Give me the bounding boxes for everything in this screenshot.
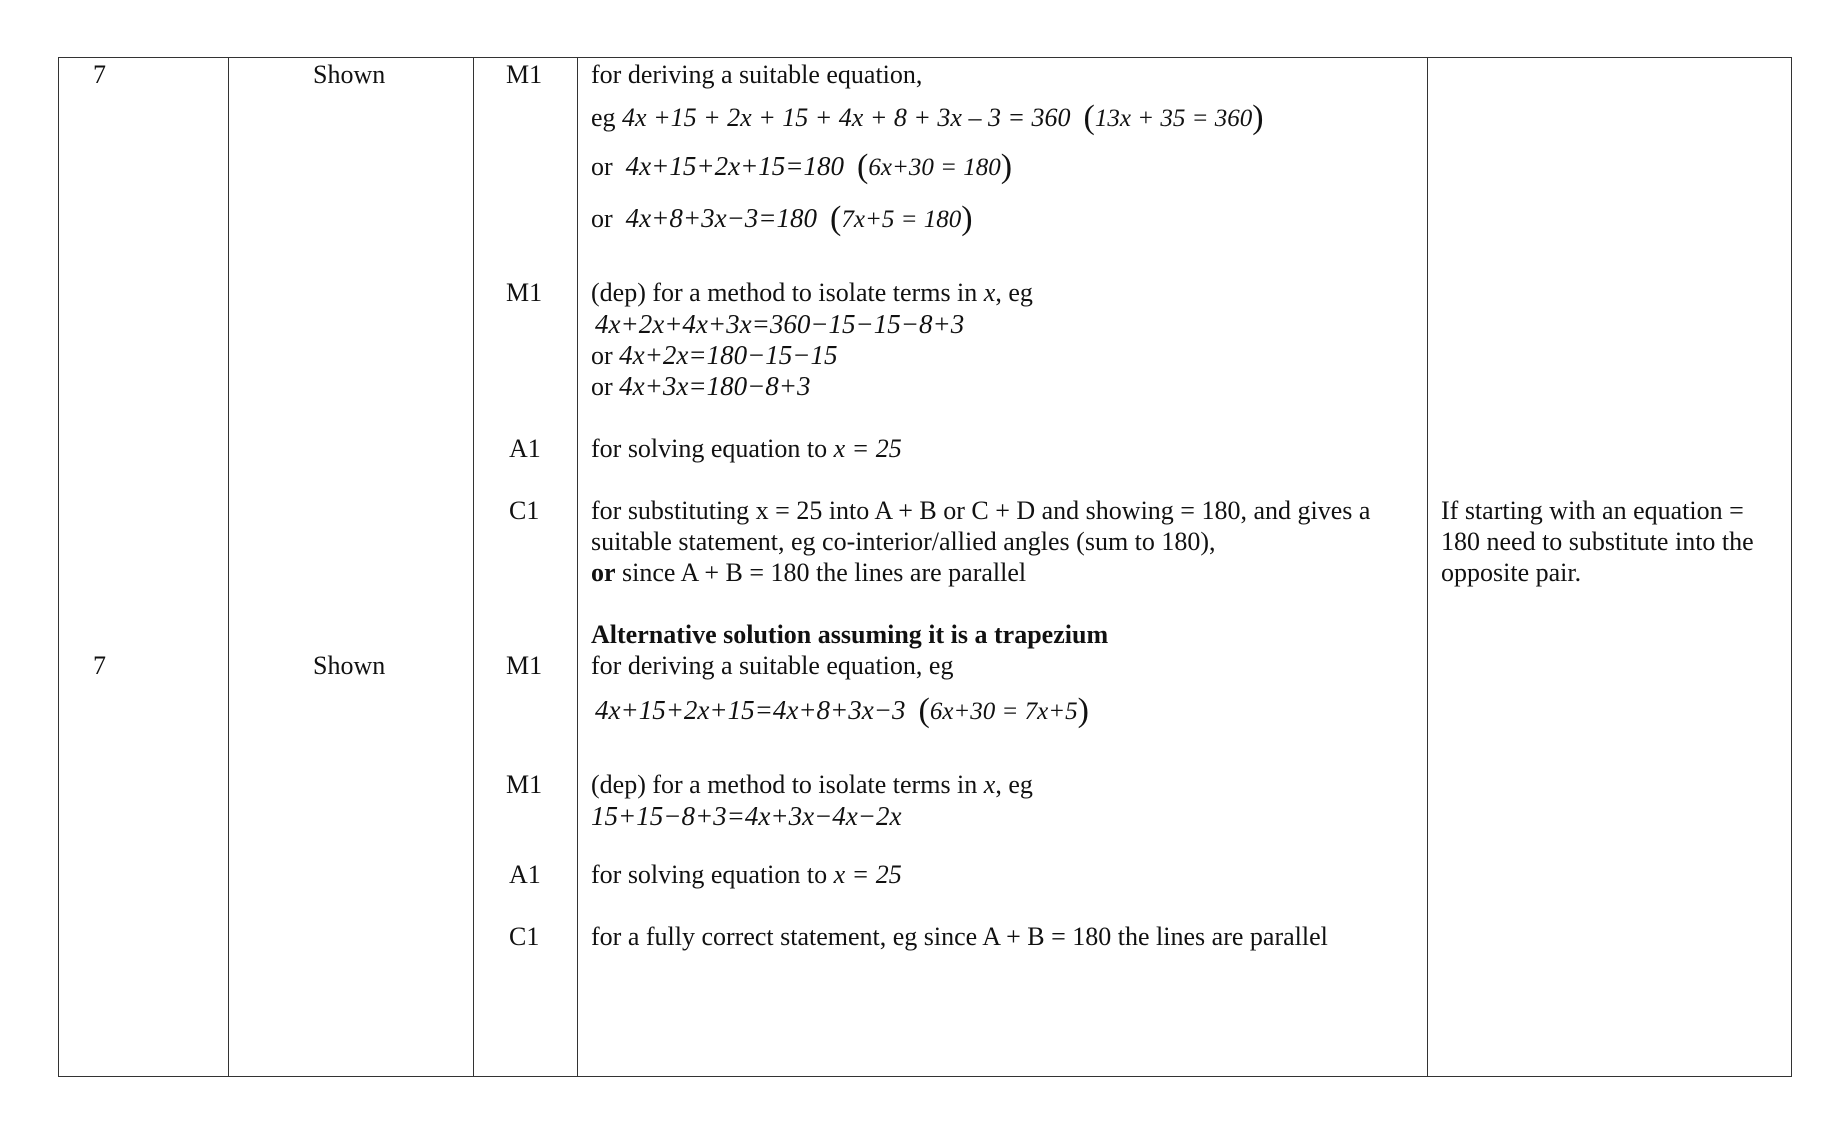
mark-code: M1 (506, 651, 543, 680)
comment-text: If starting with an equation = (1441, 496, 1744, 525)
mark-description: for a fully correct statement, eg since A + B = 180 the lines are parallel (591, 922, 1328, 951)
equation: x = 25 (833, 434, 902, 463)
equation-line: or 4x+8+3x−3=180 (7x+5 = 180) (591, 200, 973, 237)
answer-cell: Shown (313, 651, 386, 680)
equation-line (591, 371, 811, 402)
equation: 4x+2x+4x+3x=360−15−15−8+3 (595, 309, 965, 339)
mark-code: A1 (509, 860, 541, 889)
description-text: for solving equation to (591, 434, 828, 463)
mark-code: M1 (506, 278, 543, 307)
simplified-equation: 6x+30 = 180 (868, 154, 1001, 181)
description-text: , eg (995, 770, 1033, 799)
question-number: 7 (93, 651, 106, 680)
equation-line: eg 4x +15 + 2x + 15 + 4x + 8 + 3x – 3 = 360 (13x + 35 = 360) (591, 99, 1264, 136)
question-number: 7 (93, 60, 106, 89)
simplified-equation: 7x+5 = 180 (841, 206, 962, 233)
equation: 15+15−8+3=4x+3x−4x−2x (591, 801, 902, 831)
description-text: for solving equation to (591, 860, 828, 889)
section-heading: Alternative solution assuming it is a trapezium (591, 620, 1109, 649)
equation: 4x+15+2x+15=4x+8+3x−3 (595, 695, 906, 725)
equation-prefix: or (591, 372, 613, 401)
mark-description (591, 558, 1026, 588)
variable: x (983, 770, 996, 799)
mark-code: M1 (506, 770, 543, 799)
equation-prefix: or (591, 341, 613, 370)
equation-line: 4x+15+2x+15=4x+8+3x−3 (6x+30 = 7x+5) (595, 692, 1089, 729)
mark-description (591, 278, 1033, 308)
column-divider (228, 58, 229, 1076)
mark-code: A1 (509, 434, 541, 463)
simplified-equation: 13x + 35 = 360 (1094, 105, 1253, 132)
description-text: (dep) for a method to isolate terms in (591, 770, 984, 799)
column-divider (577, 58, 578, 1076)
emphasis-text: or (591, 558, 616, 587)
comment-text: opposite pair. (1441, 558, 1582, 587)
equation: 4x+3x=180−8+3 (619, 371, 811, 401)
mark-description: for deriving a suitable equation, eg (591, 651, 954, 680)
mark-description: suitable statement, eg co-interior/allied angles (sum to 180), (591, 527, 1216, 556)
description-text: (dep) for a method to isolate terms in (591, 278, 984, 307)
mark-description: for substituting x = 25 into A + B or C + D and showing = 180, and gives a (591, 496, 1371, 525)
column-divider (473, 58, 474, 1076)
equation-prefix: or (591, 152, 613, 181)
description-text: since A + B = 180 the lines are parallel (615, 558, 1027, 587)
mark-code: C1 (509, 496, 540, 525)
mark-description (591, 434, 902, 464)
equation: 4x+2x=180−15−15 (619, 340, 838, 370)
answer-cell: Shown (313, 60, 386, 89)
mark-code: C1 (509, 922, 540, 951)
simplified-equation: 6x+30 = 7x+5 (929, 698, 1078, 725)
equation: 4x +15 + 2x + 15 + 4x + 8 + 3x – 3 = 360 (622, 103, 1071, 132)
variable: x (983, 278, 996, 307)
equation: x = 25 (833, 860, 902, 889)
mark-description (591, 770, 1033, 800)
equation-prefix: or (591, 204, 613, 233)
mark-code: M1 (506, 60, 543, 89)
mark-description: for deriving a suitable equation, (591, 60, 923, 89)
equation-line (591, 340, 838, 371)
equation-line: or 4x+15+2x+15=180 (6x+30 = 180) (591, 148, 1013, 185)
mark-scheme-table (58, 57, 1792, 1077)
equation: 4x+15+2x+15=180 (625, 151, 845, 181)
column-divider (1427, 58, 1428, 1076)
equation-prefix: eg (591, 103, 616, 132)
description-text: , eg (995, 278, 1033, 307)
comment-text: 180 need to substitute into the (1441, 527, 1754, 556)
mark-description (591, 860, 902, 890)
equation: 4x+8+3x−3=180 (625, 203, 818, 233)
